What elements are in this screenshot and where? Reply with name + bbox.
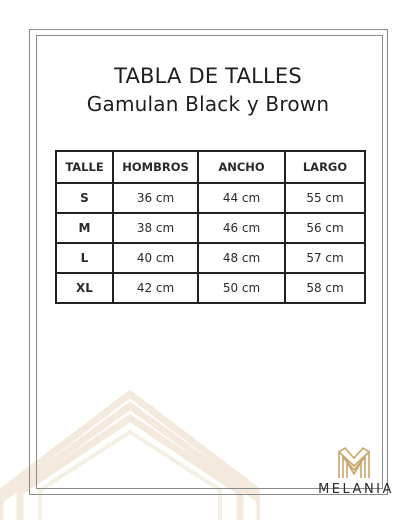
size-table — [55, 150, 366, 304]
largo-cell: 56 cm — [285, 213, 365, 243]
brand-logo — [316, 442, 396, 502]
table-row — [56, 243, 365, 273]
largo-cell: 58 cm — [285, 273, 365, 303]
melania-logo-icon — [336, 446, 372, 480]
hombros-cell: 42 cm — [113, 273, 198, 303]
size-cell: S — [56, 183, 113, 213]
header-ancho: ANCHO — [198, 151, 285, 183]
brand-name: MELANIA — [318, 482, 394, 497]
largo-cell: 55 cm — [285, 183, 365, 213]
page-title: TABLA DE TALLES — [114, 64, 302, 88]
hombros-cell: 36 cm — [113, 183, 198, 213]
largo-cell: 57 cm — [285, 243, 365, 273]
table-header-row — [56, 151, 365, 183]
ancho-cell: 44 cm — [198, 183, 285, 213]
table-row — [56, 273, 365, 303]
header-largo: LARGO — [285, 151, 365, 183]
hombros-cell: 38 cm — [113, 213, 198, 243]
header-hombros: HOMBROS — [113, 151, 198, 183]
ancho-cell: 46 cm — [198, 213, 285, 243]
table-row — [56, 183, 365, 213]
size-cell: XL — [56, 273, 113, 303]
page-subtitle: Gamulan Black y Brown — [86, 92, 330, 116]
size-cell: M — [56, 213, 113, 243]
header-talle: TALLE — [56, 151, 113, 183]
table-row — [56, 213, 365, 243]
hombros-cell: 40 cm — [113, 243, 198, 273]
ancho-cell: 50 cm — [198, 273, 285, 303]
size-cell: L — [56, 243, 113, 273]
ancho-cell: 48 cm — [198, 243, 285, 273]
